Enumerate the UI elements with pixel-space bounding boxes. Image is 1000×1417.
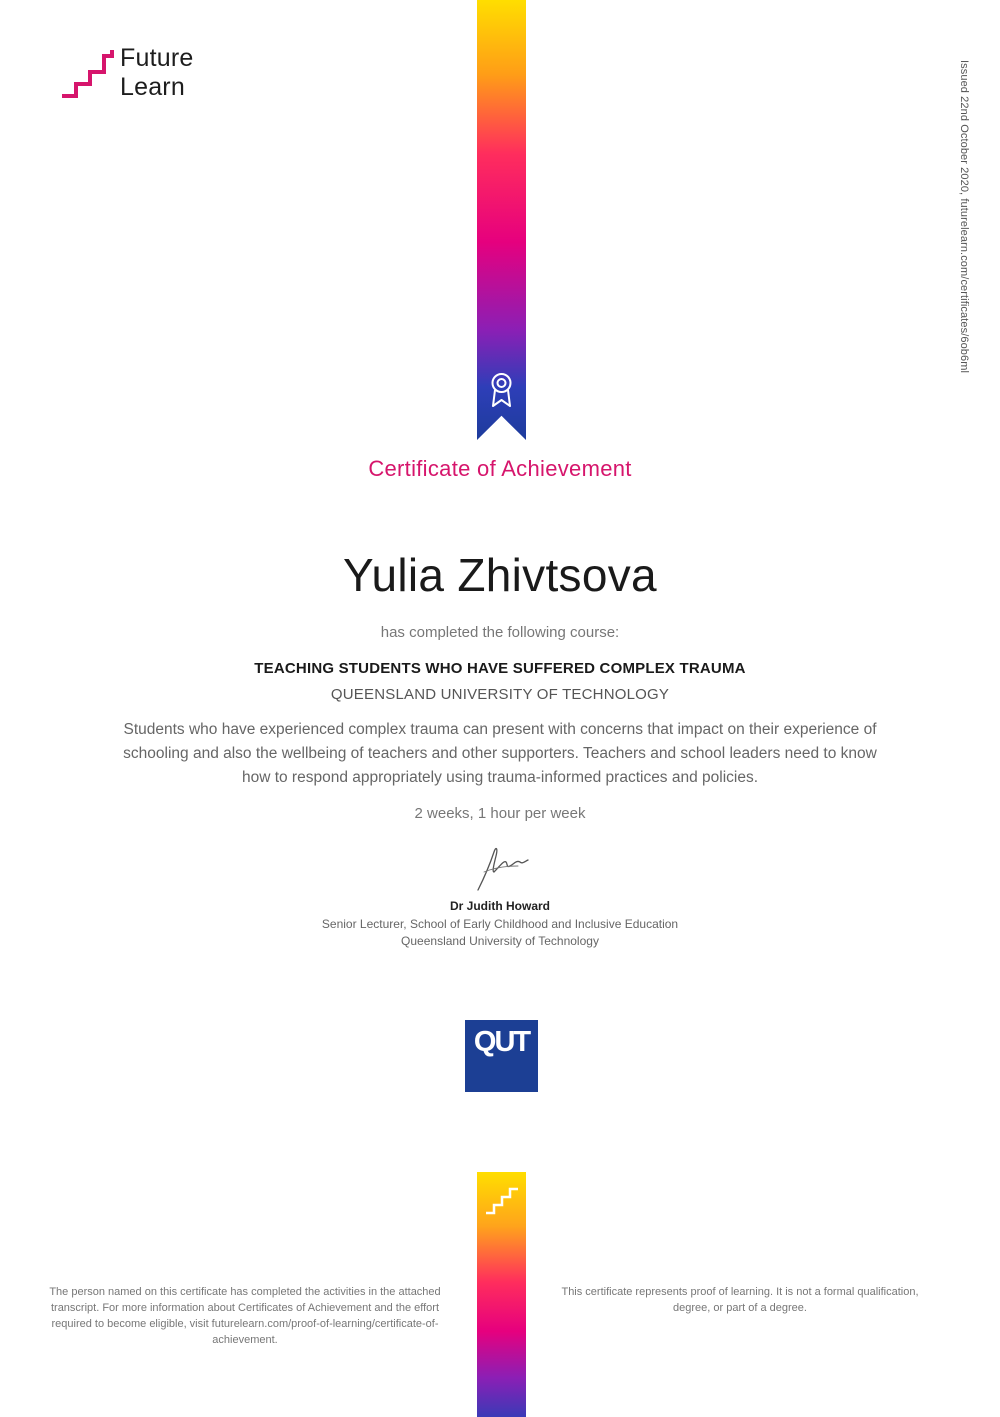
footer-eligibility-note: The person named on this certificate has completed the activities in the attached transcript. For more information about Certificates of Achievement and the effort required to become eligible, visit futurelearn.com/proof-of-learning/certificate-of-achievement. (49, 1286, 441, 1346)
certificate-title: Certificate of Achievement (368, 456, 632, 481)
signatory-role: Senior Lecturer, School of Early Childhood and Inclusive Education (321, 917, 679, 931)
qut-logo-text: QUT (473, 1026, 530, 1058)
course-duration: 2 weeks, 1 hour per week (414, 805, 586, 822)
signatory-name: Dr Judith Howard (449, 899, 550, 913)
signature-image (470, 842, 534, 894)
issued-date: Issued 22nd October 2020, futurelearn.com/certificates/6ob6ml (958, 60, 970, 374)
award-icon (487, 372, 516, 408)
logo-wordmark (120, 44, 193, 102)
course-description: Students who have experienced complex trauma can present with concerns that impact on their experience of schooling and also the wellbeing of teachers and other supporters. Teachers and school leaders need to know how to respond appropriately using trauma-informed practices and policies. (123, 721, 877, 786)
signatory-organisation: Queensland University of Technology (401, 934, 599, 948)
stairs-icon (484, 1185, 520, 1217)
stairs-logo-icon (60, 48, 116, 104)
course-title: TEACHING STUDENTS WHO HAVE SUFFERED COMPLEX TRAUMA (254, 660, 746, 677)
logo-line1: Future (120, 44, 194, 72)
course-university: QUEENSLAND UNIVERSITY OF TECHNOLOGY (330, 686, 670, 703)
completed-text: has completed the following course: (380, 624, 620, 641)
footer-disclaimer: This certificate represents proof of learning. It is not a formal qualification, degree, or part of a degree. (561, 1286, 919, 1314)
recipient-name: Yulia Zhivtsova (343, 549, 657, 601)
qut-logo (465, 1020, 538, 1092)
futurelearn-logo (60, 44, 220, 104)
logo-line2: Learn (120, 73, 185, 101)
